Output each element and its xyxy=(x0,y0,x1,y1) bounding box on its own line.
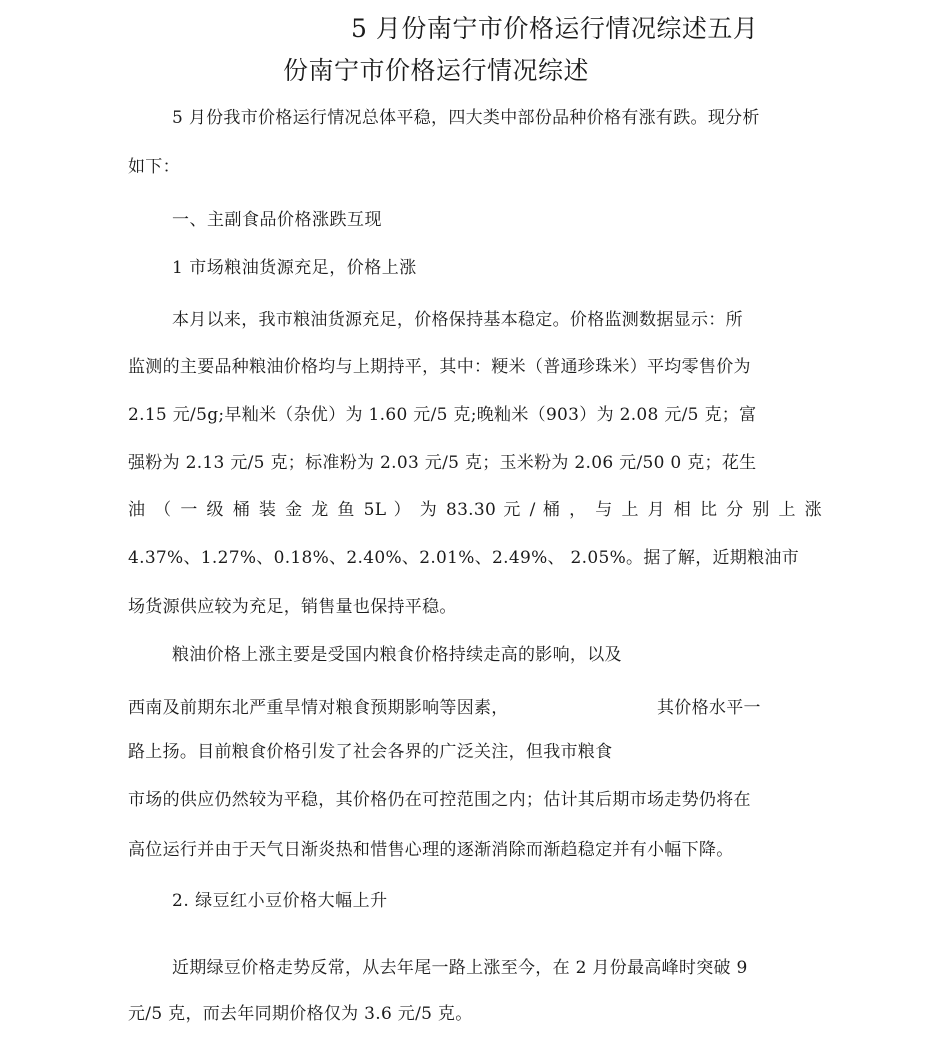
paragraph-grain-line-2: 监测的主要品种粮油价格均与上期持平，其中：粳米（普通珍珠米）平均零售价为 xyxy=(128,357,751,377)
paragraph-grain-line-5: 油 （ 一 级 桶 装 金 龙 鱼 5L ） 为 83.30 元 / 桶 ， 与 上 月 相 比 分 别 上 涨 xyxy=(128,500,822,520)
paragraph-cause-line-5: 高位运行并由于天气日渐炎热和惜售心理的逐渐消除而渐趋稳定并有小幅下降。 xyxy=(128,840,734,860)
paragraph-intro-line-2: 如下： xyxy=(128,157,180,177)
paragraph-beans-line-2: 元/5 克，而去年同期价格仅为 3.6 元/5 克。 xyxy=(128,1004,473,1024)
paragraph-cause-line-3: 路上扬。目前粮食价格引发了社会各界的广泛关注，但我市粮食 xyxy=(128,742,613,762)
document-title-line-2: 份南宁市价格运行情况综述 xyxy=(283,56,590,85)
paragraph-cause-line-2b: 其价格水平一 xyxy=(657,698,761,718)
paragraph-grain-line-6: 4.37%、1.27%、0.18%、2.40%、2.01%、2.49%、 2.05%。据了解，近期粮油市 xyxy=(128,548,800,568)
paragraph-grain-line-4: 强粉为 2.13 元/5 克；标准粉为 2.03 元/5 克；玉米粉为 2.06 元/50 0 克；花生 xyxy=(128,453,757,473)
paragraph-grain-line-1: 本月以来，我市粮油货源充足，价格保持基本稳定。价格监测数据显示：所 xyxy=(172,310,743,330)
subsection-heading-1: 1 市场粮油货源充足，价格上涨 xyxy=(172,258,417,278)
paragraph-cause-line-4: 市场的供应仍然较为平稳，其价格仍在可控范围之内；估计其后期市场走势仍将在 xyxy=(128,790,751,810)
paragraph-cause-line-1: 粮油价格上涨主要是受国内粮食价格持续走高的影响，以及 xyxy=(172,645,622,665)
section-heading-1: 一、主副食品价格涨跌互现 xyxy=(172,210,382,230)
paragraph-grain-line-3: 2.15 元/5g;早籼米（杂优）为 1.60 元/5 克;晚籼米（903）为 2.08 元/5 克；富 xyxy=(128,405,757,425)
subsection-heading-2: 2. 绿豆红小豆价格大幅上升 xyxy=(172,891,388,911)
paragraph-beans-line-1: 近期绿豆价格走势反常，从去年尾一路上涨至今，在 2 月份最高峰时突破 9 xyxy=(172,958,748,978)
paragraph-grain-line-7: 场货源供应较为充足，销售量也保持平稳。 xyxy=(128,597,457,617)
paragraph-cause-line-2a: 西南及前期东北严重旱情对粮食预期影响等因素， xyxy=(128,698,509,718)
document-title-line-1: 5 月份南宁市价格运行情况综述五月 xyxy=(351,14,759,43)
paragraph-intro-line-1: 5 月份我市价格运行情况总体平稳，四大类中部份品种价格有涨有跌。现分析 xyxy=(172,108,760,128)
